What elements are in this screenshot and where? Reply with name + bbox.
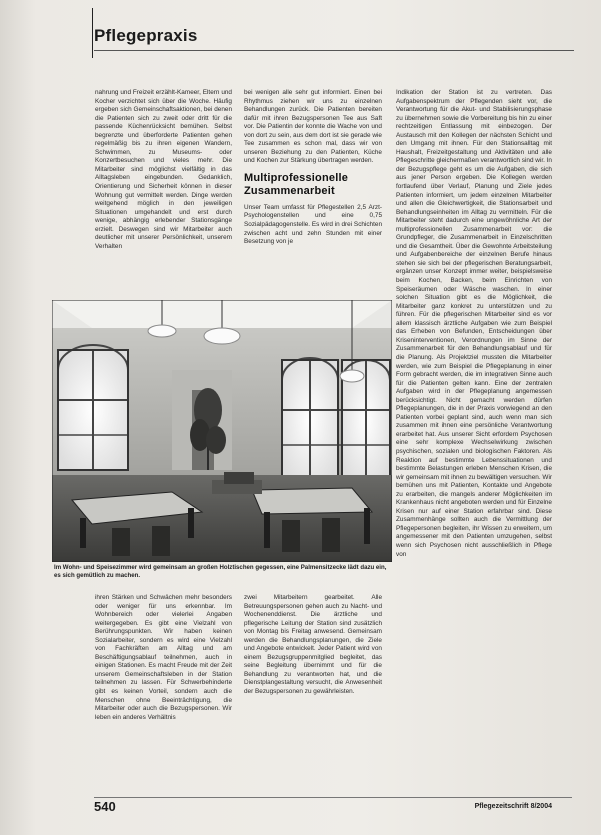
section-heading: Multiprofessionelle Zusammenarbeit bbox=[244, 171, 349, 197]
section-title: Pflegepraxis bbox=[94, 26, 198, 45]
header-vertical-rule bbox=[92, 8, 93, 58]
column-1-bottom-text: ihren Stärken und Schwächen mehr besonders oder weniger für uns erkennbar. Im Wohnbereich oder vielerlei Angaben weitergegeben. Es gibt eine Vielzahl von Berührungspunkten. Wir haben keinen Sozialarbeiter, sondern es wird eine Vielzahl von Fachkräften am Alltag und am Beschäftigungsablauf teilnehmen, auch in einigen Stationen. Es macht Freude mit der Zeit unserem Gemeinschaftsleben in der Station teilnehmen zu lassen. Für Schwerbehinderte gibt es keinen Vorteil, sondern auch die Menschen ohne Beeinträchtigung, die Mitarbeiter oder auch die Bezugspersonen. Wir leben ein anderes Verhältnis bbox=[95, 594, 232, 721]
column-2-top bbox=[244, 89, 382, 247]
column-2-after-heading-text: Unser Team umfasst für Pflegestellen 2,5 Arzt-Psychologenstellen und eine 0,75 Sozialpädagogenstelle. Es wird in drei Schichten zwischen acht und zehn Stunden mit einer Besetzung von je bbox=[244, 203, 382, 246]
header-rule bbox=[94, 50, 574, 51]
column-3 bbox=[396, 89, 552, 559]
left-window bbox=[58, 345, 128, 470]
dining-room-photo bbox=[52, 300, 392, 562]
journal-reference: Pflegezeitschrift 8/2004 bbox=[474, 803, 552, 810]
column-1-top bbox=[95, 89, 232, 251]
column-2-bottom bbox=[244, 594, 382, 697]
footer-rule bbox=[94, 797, 572, 798]
column-2-bottom-text: zwei Mitarbeitern gearbeitet. Alle Betreuungspersonen gehen auch zu Nacht- und Wochenenddienst. Die ärztliche und pflegerische Leitung der Station sind zusätzlich von Montag bis Freitag anwesend. Gemeinsam werden die Behandlungsplanungen, die Ziele und Angebote entwickelt. Jeder Patient wird von einem Bezugsgruppenmitglied begleitet, das seine Begleitung übernimmt und für die Behandlung zu verantworten hat, und die Dienstplangestaltung versucht, die Anwesenheit der Bezugspersonen zu gewährleisten. bbox=[244, 594, 382, 696]
right-windows bbox=[282, 358, 390, 480]
photo-caption: Im Wohn- und Speisezimmer wird gemeinsam an großen Holztischen gegessen, eine Palmensitzecke lädt dazu ein, es sich gemütlich zu machen. bbox=[54, 564, 387, 579]
page-number: 540 bbox=[94, 799, 116, 814]
column-1-bottom bbox=[95, 594, 232, 722]
column-2-top-text: bei wenigen alle sehr gut informiert. Einen bei Rhythmus ziehen wir uns zu einzelnen Behandlungen zurück. Die Patienten bereiten dafür mit ihren Bezugspersonen Tee aus Saft vor. Die Patientin der konnte die Wache von und von dort zu sein, aus dem dort ist sie gerade wie Tee zusammen es schon mal, dass wir von unseren Beziehung zu den Patienten, Küche und Kochen zur Stärkung übertragen werden. bbox=[244, 89, 382, 165]
column-1-top-text: nahrung und Freizeit erzählt-Kameer, Eltern und Kocher verzichtet sich über die Woche. Häufig ergeben sich Gemeinschaftsaktionen, bei denen die Patienten sich zu zweit oder dritt für die passende Küchenrücksicht bemühen. Selbst begrenzte und überforderte Patienten gehen regelmäßig bis zu ihren eigenen Wandern, Schwimmen, zu Museums- oder Konzertbesuchen und vieles mehr. Die Mitarbeiter sind möglichst vielfältig in das Alltagsleben eingebunden. Gedanklich, Orientierung und Sicherheit können in dieser Wohnung gut vermittelt werden. Dinge werden weitgehend möglich in den jeweiligen Situationen umgehandelt und erst durch wenige, abhängig erlebender Stationsgänge erzielt. Deswegen sind wir Mitarbeiter auch deutlicher mit unserer Persönlichkeit, unserem Verhalten bbox=[95, 89, 232, 250]
column-3-text: Indikation der Station ist zu vertreten. Das Aufgabenspektrum der Pflegenden sieht vor, die Verantwortung für die Akut- und Stabilisierungsphase zu übernehmen sowie die Vorbereitung bis hin zu einer rechtzeitigen Entlassung mit einbezogen. Der Austausch mit den Kollegen der nächsten Schicht und den Umgang mit ihnen. Für den Stationsalltag mit Haushalt, Freizeitgestaltung und Aktivitäten und alle Pflegeschritte gleichermaßen verantwortlich sind wir. In der Bezugspflege geht es um die Aufgaben, die sich aus jener Person ergeben. Die Kollegen werden fortlaufend über Verlauf, Planung und Ziele jedes Patienten informiert, um jedem einzelnen Mitarbeiter und allen die Gleichwertigkeit, die Stationsarbeit und Behandlungseinheiten im Alltag zu vermitteln. Für die Mitarbeiter steht dadurch eine ungewöhnliche Art der multiprofessionellen Zusammenarbeit vor: die Grundpfleger, die Zusammenarbeit in Einzelschritten und die Gesamtheit. Über die Gewohnte Arbeitsteilung und Aufgabenbereiche der einzelnen Berufe hinaus stehen sie sich bei der pflegerischen Beratungsarbeit, ergänzen unser Konzept immer weiter, beispielsweise beim Kochen, Backen, beim Einrichten von Speiseräumen oder Wäsche waschen. In einer solchen Situation gibt es die Möglichkeit, die Mitarbeiter ganz konkret zu unterstützen und zu führen. Für die pflegerischen Mitarbeiter sind es vor allem klassisch ärztliche Aufgaben wie zum Beispiel das Erheben von Befunden, Entscheidungen über Kriseninterventionen, Verordnungen im Sinne der Zusammenarbeit für den Behandlungsablauf und für die Planung. Als Projektziel mussten die Mitarbeiter werden, wie zum Beispiel die Pflegeplanung in einer Form gebracht werden, die im integrativen Sinne auch für die Patienten gelten kann. Eine der zentralen Aufgaben wird in der Pflegeplanung angemessen berücksichtigt. Nicht gemacht werden dürfen Pflegeplanungen, die in der Praxis vorwiegend an den Patienten vorbei geplant sind, auch wenn man sich zusammen mit ihnen eine persönliche Verantwortung erarbeitet hat. Aus unserer Sicht erfordern Psychosen eine sehr komplexe Wechselwirkung zwischen psychischen, sozialen und biologischen Faktoren. Als Reaktion auf bestimmte Lebenssituationen und bestimmte Belastungen erleben Menschen Krisen, die wir gemeinsam mit ihnen zu bewältigen versuchen. Wir bemühen uns mit Patienten, Kontakte und Angebote zu erarbeiten, die mangels anderer Möglichkeiten im Krankenhaus nicht angeboten werden und für Einzelne Krisen nur auf einer Station erfahrbar sind. Diese Zusammenhänge sollten auch die Vermittlung der Pflegepersonen begleiten, ihr Wissen zu erweitern, um angemessener mit den Patienten umzugehen, selbst wenn sich Psychosen nicht ausschließlich in Pflege von bbox=[396, 89, 552, 558]
